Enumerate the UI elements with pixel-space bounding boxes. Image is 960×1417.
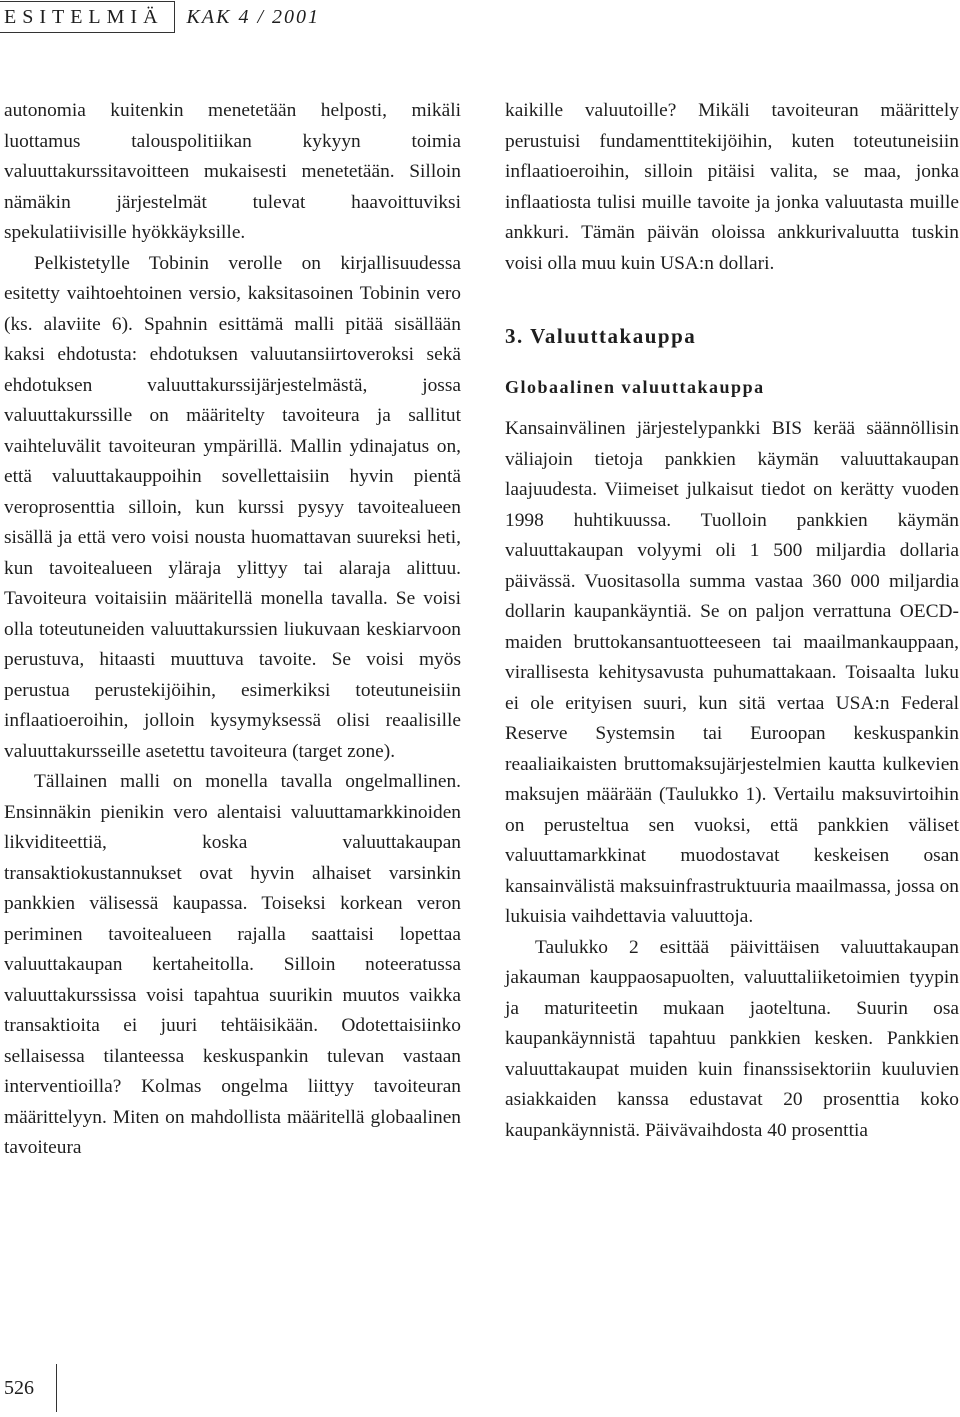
left-paragraph-3: Tällainen malli on monella tavalla ongelmallinen. Ensinnäkin pienikin vero alentaisi valuuttamarkkinoiden likviditeettiä, koska valuuttakaupan transaktiokustannukset ovat hyvin alhaiset varsinkin pankkien välisessä kaupassa. Toiseksi korkean veron periminen tavoitealueen rajalla saattaisi lopettaa valuuttakaupan kertaheitolla. Silloin noteeratussa valuuttakurssissa voisi tapahtua suurikin muutos vaikka transaktioita ei juuri tehtäisikään. Odotettaisiinko sellaisessa tilanteessa keskuspankin tulevan vastaan interventioilla? Kolmas ongelma liittyy tavoiteuran määrittelyyn. Miten on mahdollista määritellä globaalinen tavoiteura <box>4 771 461 1158</box>
right-paragraph-2: Taulukko 2 esittää päivittäisen valuuttakaupan jakauman kauppaosapuolten, valuuttaliiketoimien tyypin ja maturiteetin mukaan jaoteltuna. Suurin osa kaupankäynnistä tapahtuu pankkien kesken. Pankkien valuuttakaupat muiden kuin finanssisektoriin kuuluvien asiakkaiden kanssa edustavat 20 prosenttia koko kaupankäynnistä. Päivävaihdosta 40 prosenttia <box>505 936 959 1141</box>
page-footer <box>4 1364 57 1412</box>
left-paragraph-2: Pelkistetylle Tobinin verolle on kirjallisuudessa esitetty vaihtoehtoinen versio, kaksitasoinen Tobinin vero (ks. alaviite 6). Spahnin esittämä malli pitää sisällään kaksi ehdotusta: ehdotuksen valuutansiirtoveroksi sekä ehdotuksen valuuttakurssijärjestelmästä, jossa valuuttakurssille on määritelty tavoiteura ja sallitut vaihteluvälit tavoiteuran ympärillä. Mallin ydinajatus on, että valuuttakauppoihin sovellettaisiin hyvin pientä veroprosenttia silloin, kun kurssi pysyy tavoitealueen sisällä ja että vero voisi nousta huomattavan suureksi heti, kun tavoitealueen yläraja ylittyy tai alaraja alittuu. Tavoiteura voitaisiin määritellä monella tavalla. Se voisi olla toteutuneiden valuuttakurssien liukuvaan keskiarvoon perustuva, hitaasti muuttuva tavoite. Se voisi myös perustua perustekijöihin, esimerkiksi toteutuneisiin inflaatioeroihin, jolloin kysymyksessä olisi reaalisille valuuttakursseille asetettu tavoiteura (target zone). <box>4 252 461 762</box>
section-heading: 3. Valuuttakauppa <box>505 324 697 348</box>
right-paragraph-1: Kansainvälinen järjestelypankki BIS kerää säännöllisin väliajoin tietoja pankkien käymän valuuttakaupan laajuudesta. Viimeiset julkaisut tiedot on kerätty vuoden 1998 huhtikuussa. Tuolloin pankkien käymän valuuttakaupan volyymi oli 1 500 miljardia dollaria päivässä. Vuositasolla summa vastaa 360 000 miljardia dollarin kaupankäyntiä. Se on paljon verrattuna OECD-maiden bruttokansantuotteeseen tai maailmankauppaan, virallisesta kehitysavusta puhumattakaan. Toisaalta luku ei ole erityisen suuri, kun sitä vertaa USA:n Federal Reserve Systemsin tai Euroopan keskuspankin reaaliaikaisten bruttomaksujärjestelmien kautta kulkevien maksujen määrään (Taulukko 1). Vertailu maksuvirtoihin on perusteltua sen vuoksi, että pankkien väliset valuuttamarkkinat muodostavat keskeisen osan kansainvälistä maksuinfrastruktuuria maailmassa, jossa on lukuisia vaihdettavia valuuttoja. <box>505 418 959 927</box>
left-column <box>4 96 461 1164</box>
right-column <box>505 96 959 1146</box>
left-paragraph-1: autonomia kuitenkin menetetään helposti, mikäli luottamus talouspolitiikan kykyyn toimia valuuttakurssitavoitteen mukaisesti menetetään. Silloin nämäkin järjestelmät tulevat haavoittuviksi spekulatiivisille hyökkäyksille. <box>4 100 461 243</box>
subsection-heading: Globaalinen valuuttakauppa <box>505 376 765 397</box>
footer-divider <box>56 1364 57 1412</box>
header-section-label: ESITELMIÄ <box>0 1 175 33</box>
header-issue-label: KAK 4 / 2001 <box>186 5 320 28</box>
page-number: 526 <box>4 1376 34 1399</box>
right-intro-paragraph: kaikille valuutoille? Mikäli tavoiteuran määrittely perustuisi fundamenttitekijöihin, kuten toteutuneisiin inflaatioeroihin, silloin pitäisi valita, se maa, jonka inflaatiosta tulisi muille tavoite ja jonka valuutasta muille ankkuri. Tämän päivän oloissa ankkurivaluutta tuskin voisi olla muu kuin USA:n dollari. <box>505 100 959 274</box>
running-header <box>0 0 320 34</box>
